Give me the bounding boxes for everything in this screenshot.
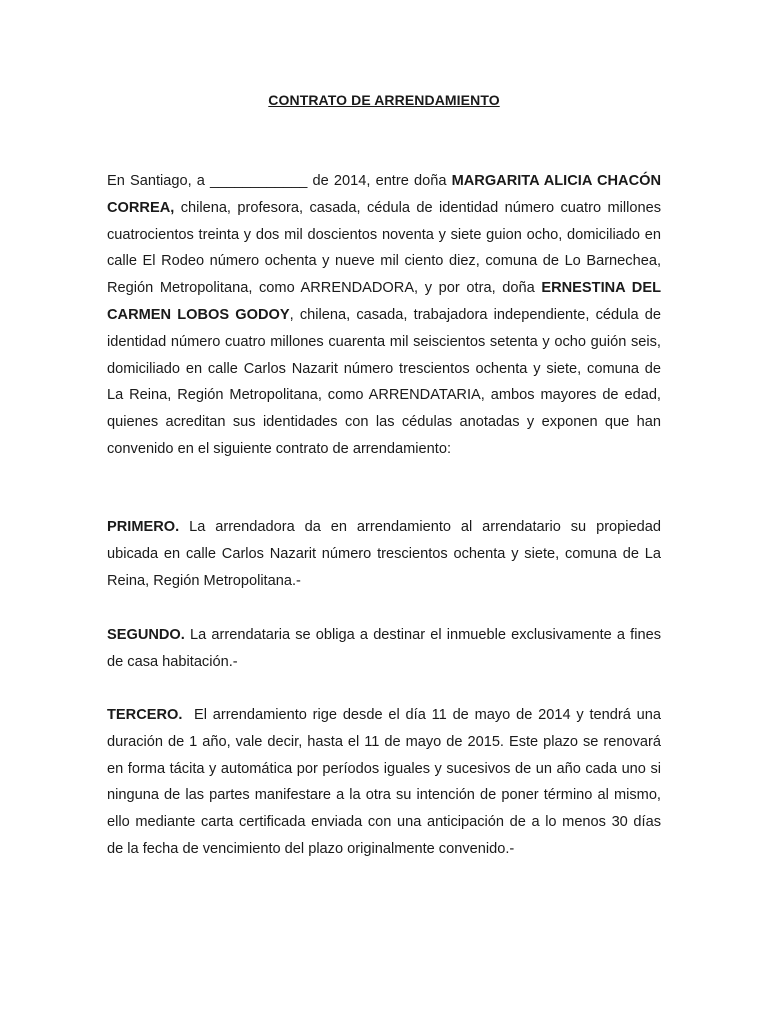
intro-text-3: , chilena, casada, trabajadora independiente, cédula de identidad número cuatro millones cuarenta mil seiscientos setenta y ocho guión seis, domiciliado en calle Carlos Nazarit número trescientos ochenta y siete, comuna de La Reina, Región Metropolitana, como ARRENDATARIA, ambos mayores de edad, quienes acreditan sus identidades con las cédulas anotadas y exponen que han convenido en el siguiente contrato de arrendamiento: (107, 306, 661, 457)
clause-segundo-text: La arrendataria se obliga a destinar el inmueble exclusivamente a fines de casa habitación.- (107, 627, 661, 670)
clause-segundo (107, 622, 661, 676)
lessee-name: ERNESTINA DEL CARMEN LOBOS GODOY (107, 280, 661, 323)
clause-tercero-label: TERCERO. (107, 707, 183, 723)
document-title: CONTRATO DE ARRENDAMIENTO (268, 92, 500, 108)
clause-segundo-label: SEGUNDO. (107, 627, 185, 643)
clause-primero-text: La arrendadora da en arrendamiento al arrendatario su propiedad ubicada en calle Carlos Nazarit número trescientos ochenta y siete, comuna de La Reina, Región Metropolitana.- (107, 519, 661, 589)
intro-paragraph (107, 168, 661, 463)
clause-tercero-text: El arrendamiento rige desde el día 11 de mayo de 2014 y tendrá una duración de 1 año, vale decir, hasta el 11 de mayo de 2015. Este plazo se renovará en forma tácita y automática por períodos iguales y sucesivos de un año cada uno si ninguna de las partes manifestare a la otra su intención de poner término al mismo, ello mediante carta certificada enviada con una anticipación de a lo menos 30 días de la fecha de vencimiento del plazo originalmente convenido.- (107, 707, 670, 857)
intro-text-1: En Santiago, a ____________ de 2014, entre doña (107, 173, 452, 189)
lessor-name: MARGARITA ALICIA CHACÓN CORREA, (107, 173, 661, 216)
clause-tercero (107, 702, 670, 863)
clause-primero-label: PRIMERO. (107, 519, 180, 535)
intro-text-2: chilena, profesora, casada, cédula de identidad número cuatro millones cuatrocientos treinta y dos mil doscientos noventa y siete guion ocho, domiciliado en calle El Rodeo número ochenta y nueve mil ciento diez, comuna de Lo Barnechea, Región Metropolitana, como ARRENDADORA, y por otra, doña (107, 199, 661, 297)
clause-primero (107, 514, 661, 594)
